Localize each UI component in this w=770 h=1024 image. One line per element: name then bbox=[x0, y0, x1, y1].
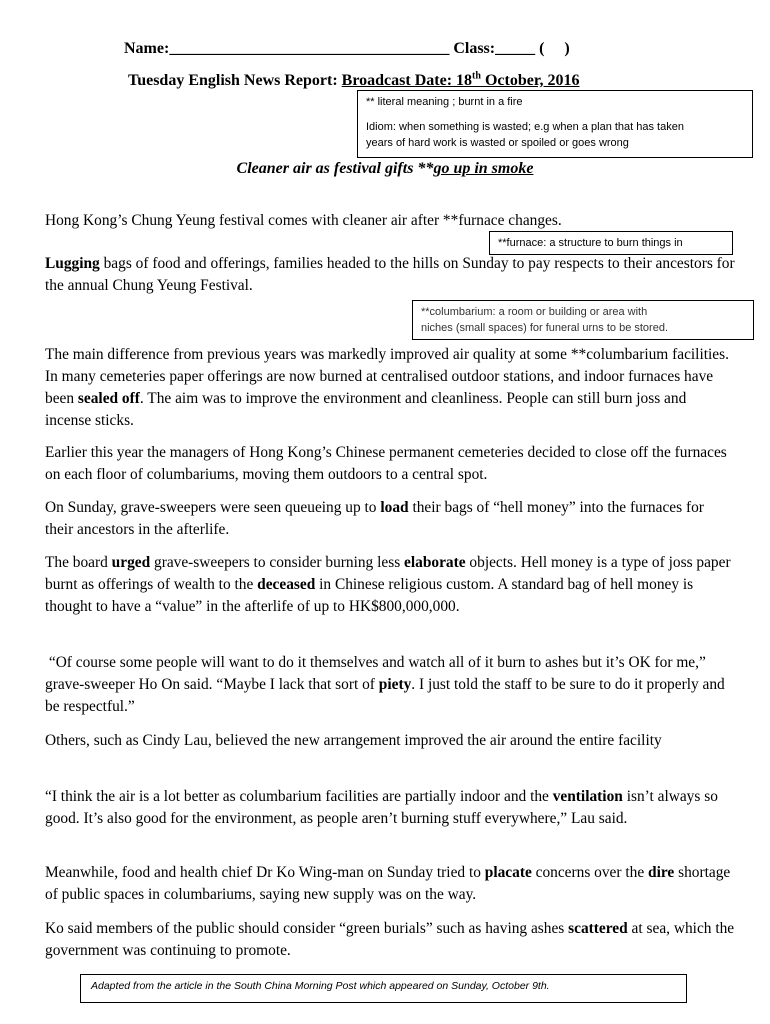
broadcast-heading bbox=[128, 72, 579, 90]
idiom-phrase: go up in smoke bbox=[433, 160, 534, 177]
paragraph-quote-lau: “I think the air is a lot better as columbarium facilities are partially indoor and the ventilation isn’t always so good. It’s also good for the environment, as people aren’t burning stuff everywhere,” Lau said. bbox=[45, 788, 718, 827]
name-class-line bbox=[124, 40, 570, 58]
columbarium-note-box: **columbarium: a room or building or area with niches (small spaces) for funeral urns to be stored. bbox=[412, 300, 754, 340]
name-label: Name: bbox=[124, 40, 170, 57]
vocab-piety: piety bbox=[378, 676, 412, 693]
paragraph-earlier: Earlier this year the managers of Hong Kong’s Chinese permanent cemeteries decided to close off the furnaces on each floor of columbariums, moving them outdoors to a central spot. bbox=[45, 444, 727, 483]
literal-meaning-note: ** literal meaning ; burnt in a fire bbox=[366, 96, 523, 108]
vocab-scattered: scattered bbox=[568, 920, 628, 937]
idiom-meaning-line1: Idiom: when something is wasted; e.g when a plan that has taken bbox=[366, 121, 684, 133]
paragraph-quote-ho-on: “Of course some people will want to do it themselves and watch all of it burn to ashes but it’s OK for me,” grave-sweeper Ho On said. “Maybe I lack that sort of piety. I just told the staff to be sure to do it properly and be respectful.” bbox=[45, 654, 725, 715]
vocab-deceased: deceased bbox=[257, 576, 316, 593]
paragraph-difference: The main difference from previous years was markedly improved air quality at some **columbarium facilities. In many cemeteries paper offerings are now burned at centralised outdoor stations, and indoor furnaces have been sealed off. The aim was to improve the environment and cleanliness. People can still burn joss and incense sticks. bbox=[45, 346, 729, 429]
paragraph-others: Others, such as Cindy Lau, believed the new arrangement improved the air around the entire facility bbox=[45, 732, 662, 749]
name-blank[interactable]: ___________________________________ bbox=[169, 40, 450, 57]
paragraph-lugging: Lugging bags of food and offerings, families headed to the hills on Sunday to pay respects to their ancestors for the annual Chung Yeung Festival. bbox=[45, 255, 735, 294]
vocab-dire: dire bbox=[648, 864, 675, 881]
class-label: Class: bbox=[453, 40, 496, 57]
report-title: Tuesday English News Report: bbox=[128, 72, 342, 89]
idiom-meaning-line2: years of hard work is wasted or spoiled or goes wrong bbox=[366, 137, 629, 149]
vocab-ventilation: ventilation bbox=[552, 788, 623, 805]
vocab-placate: placate bbox=[484, 864, 532, 881]
class-number-paren: ( ) bbox=[539, 40, 570, 57]
paragraph-intro: Hong Kong’s Chung Yeung festival comes with cleaner air after **furnace changes. bbox=[45, 212, 562, 229]
furnace-note-box: **furnace: a structure to burn things in bbox=[489, 231, 733, 255]
vocab-sealed-off: sealed off bbox=[77, 390, 140, 407]
broadcast-date: Broadcast Date: 18th October, 2016 bbox=[341, 70, 580, 89]
source-citation-box: Adapted from the article in the South China Morning Post which appeared on Sunday, October 9th. bbox=[80, 974, 687, 1003]
vocab-urged: urged bbox=[111, 554, 151, 571]
article-subtitle: Cleaner air as festival gifts **go up in smoke bbox=[236, 160, 534, 177]
vocab-load: load bbox=[380, 499, 409, 516]
paragraph-sunday: On Sunday, grave-sweepers were seen queueing up to load their bags of “hell money” into the furnaces for their ancestors in the afterlife. bbox=[45, 499, 704, 538]
paragraph-meanwhile: Meanwhile, food and health chief Dr Ko Wing-man on Sunday tried to placate concerns over the dire shortage of public spaces in columbariums, saying new supply was on the way. bbox=[45, 864, 731, 903]
idiom-note-box bbox=[357, 90, 753, 158]
paragraph-board: The board urged grave-sweepers to consider burning less elaborate objects. Hell money is a type of joss paper burnt as offerings of wealth to the deceased in Chinese religious custom. A standard bag of hell money is thought to have a “value” in the afterlife of up to HK$800,000,000. bbox=[45, 554, 731, 615]
paragraph-ko: Ko said members of the public should consider “green burials” such as having ashes scattered at sea, which the government was continuing to promote. bbox=[45, 920, 735, 959]
vocab-elaborate: elaborate bbox=[404, 554, 466, 571]
class-blank[interactable]: _____ bbox=[495, 40, 536, 57]
vocab-lugging: Lugging bbox=[45, 255, 100, 272]
